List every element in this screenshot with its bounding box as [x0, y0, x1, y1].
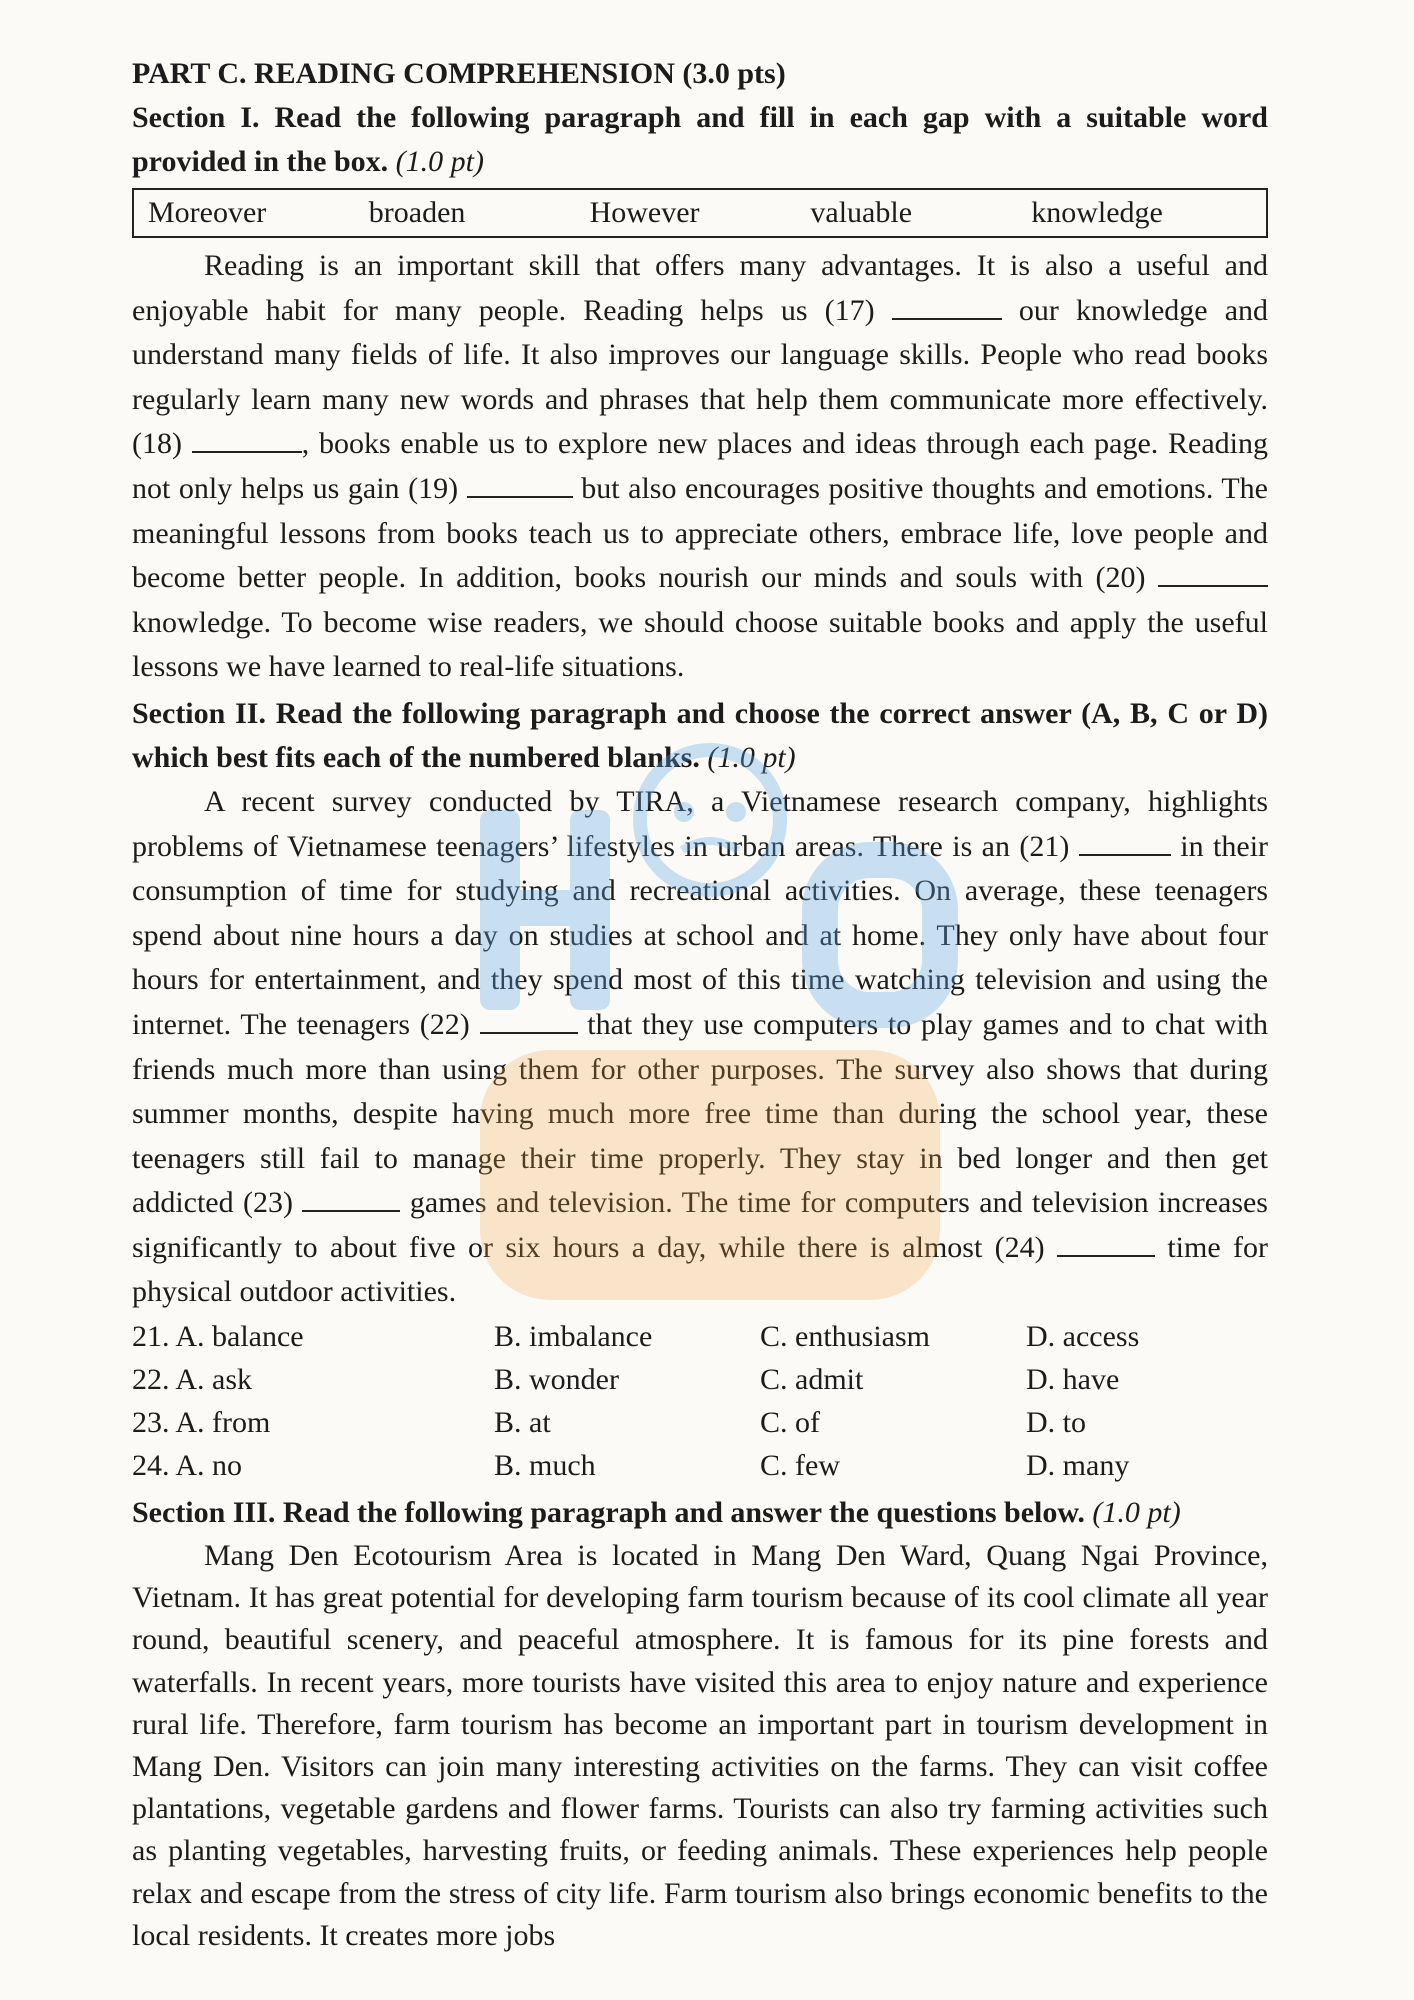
section2-title-text: Section II. Read the following paragraph and choose the correct answer (A, B, C or D) which best fits each of the numbered blanks. — [132, 696, 1268, 774]
gap-20[interactable] — [1158, 559, 1268, 587]
question-row — [132, 1315, 1268, 1358]
word-box-item: valuable — [810, 196, 913, 229]
section1-text-2: our knowledge and understand many fields of life. It also improves our language skills. People who read books regularly learn many new words and phrases that help them communicate more effectively. (18) — [132, 293, 1269, 461]
word-box-item: knowledge — [1031, 196, 1163, 229]
section2-text-3: that they use computers to play games and to chat with friends much more than using them for other purposes. The survey also shows that during summer months, despite having much more free time than during the school year, these teenagers still fail to manage their time properly. They stay in bed longer and then get addicted (23) — [132, 1007, 1269, 1220]
section2-paragraph — [132, 780, 1268, 1315]
blank-24[interactable] — [1057, 1229, 1155, 1257]
word-box-item: broaden — [368, 196, 466, 229]
worksheet-page — [132, 52, 1268, 1957]
section1-points: (1.0 pt) — [395, 145, 484, 178]
section1-title-text: Section I. Read the following paragraph and fill in each gap with a suitable word provided in the box. — [132, 101, 1268, 178]
section2-title — [132, 692, 1268, 780]
answer-options — [132, 1315, 1268, 1487]
section2-text-5: time for physical outdoor activities. — [132, 1230, 1268, 1309]
option-d[interactable]: D. access — [1026, 1320, 1140, 1354]
question-row — [132, 1401, 1268, 1444]
question-row — [132, 1358, 1268, 1401]
section3-points: (1.0 pt) — [1092, 1496, 1181, 1530]
section1-text-4: but also encourages positive thoughts and emotions. The meaningful lessons from books teach us to appreciate others, embrace life, love people and become better people. In addition, books nourish our minds and souls with (20) — [132, 471, 1268, 595]
blank-23[interactable] — [302, 1184, 400, 1212]
part-title: PART C. READING COMPREHENSION (3.0 pts) — [132, 57, 786, 90]
section1-text-3: , books enable us to explore new places and ideas through each page. Reading not only helps us gain (19) — [132, 427, 1269, 505]
word-box — [132, 188, 1268, 238]
option-c[interactable]: C. of — [760, 1406, 820, 1440]
option-b[interactable]: B. imbalance — [494, 1320, 653, 1354]
section3-paragraph: Mang Den Ecotourism Area is located in Mang Den Ward, Quang Ngai Province, Vietnam. It has great potential for developing farm tourism because of its cool climate all year round, beautiful scenery, and peaceful atmosphere. It is famous for its pine forests and waterfalls. In recent years, more tourists have visited this area to enjoy nature and experience rural life. Therefore, farm tourism has become an important part in tourism development in Mang Den. Visitors can join many interesting activities on the farms. They can visit coffee plantations, vegetable gardens and flower farms. Tourists can also try farming activities such as planting vegetables, harvesting fruits, or feeding animals. These experiences help people relax and escape from the stress of city life. Farm tourism also brings economic benefits to the local residents. It creates more jobs — [132, 1539, 1268, 1952]
section3-title-text: Section III. Read the following paragraph and answer the questions below. — [132, 1496, 1085, 1530]
section1-title — [132, 96, 1268, 184]
section1-paragraph — [132, 244, 1268, 690]
word-box-item: However — [589, 196, 700, 229]
option-a[interactable]: 23. A. from — [132, 1406, 271, 1440]
option-a[interactable]: 24. A. no — [132, 1449, 243, 1483]
option-c[interactable]: C. admit — [760, 1363, 864, 1397]
blank-21[interactable] — [1079, 828, 1171, 856]
option-b[interactable]: B. wonder — [494, 1363, 619, 1397]
section2-text-2: in their consumption of time for studying and recreational activities. On average, these teenagers spend about nine hours a day on studies at school and at home. They only have about four hours for entertainment, and they spend most of this time watching television and using the internet. The teenagers (22) — [132, 829, 1269, 1041]
section2-text-4: games and television. The time for computers and television increases significantly to about five or six hours a day, while there is almost (24) — [132, 1186, 1268, 1264]
word-box-item: Moreover — [148, 196, 267, 229]
blank-22[interactable] — [480, 1006, 578, 1034]
option-a[interactable]: 21. A. balance — [132, 1320, 304, 1354]
option-b[interactable]: B. at — [494, 1406, 551, 1440]
question-row — [132, 1444, 1268, 1487]
gap-19[interactable] — [467, 470, 573, 498]
section2-points: (1.0 pt) — [707, 740, 796, 774]
section1-text-5: knowledge. To become wise readers, we should choose suitable books and apply the useful lessons we have learned to real-life situations. — [132, 605, 1268, 684]
gap-18[interactable] — [192, 425, 302, 453]
section1-text-1: Reading is an important skill that offers many advantages. It is also a useful and enjoyable habit for many people. Reading helps us (17) — [132, 249, 1268, 327]
option-c[interactable]: C. enthusiasm — [760, 1320, 930, 1354]
option-d[interactable]: D. many — [1026, 1449, 1130, 1483]
option-b[interactable]: B. much — [494, 1449, 596, 1483]
option-d[interactable]: D. have — [1026, 1363, 1120, 1397]
section3-title — [132, 1491, 1268, 1535]
option-a[interactable]: 22. A. ask — [132, 1363, 252, 1397]
option-d[interactable]: D. to — [1026, 1406, 1086, 1440]
section2-text-1: A recent survey conducted by TIRA, a Vietnamese research company, highlights problems of Vietnamese teenagers’ lifestyles in urban areas. There is an (21) — [132, 784, 1268, 863]
gap-17[interactable] — [892, 292, 1002, 320]
option-c[interactable]: C. few — [760, 1449, 840, 1483]
